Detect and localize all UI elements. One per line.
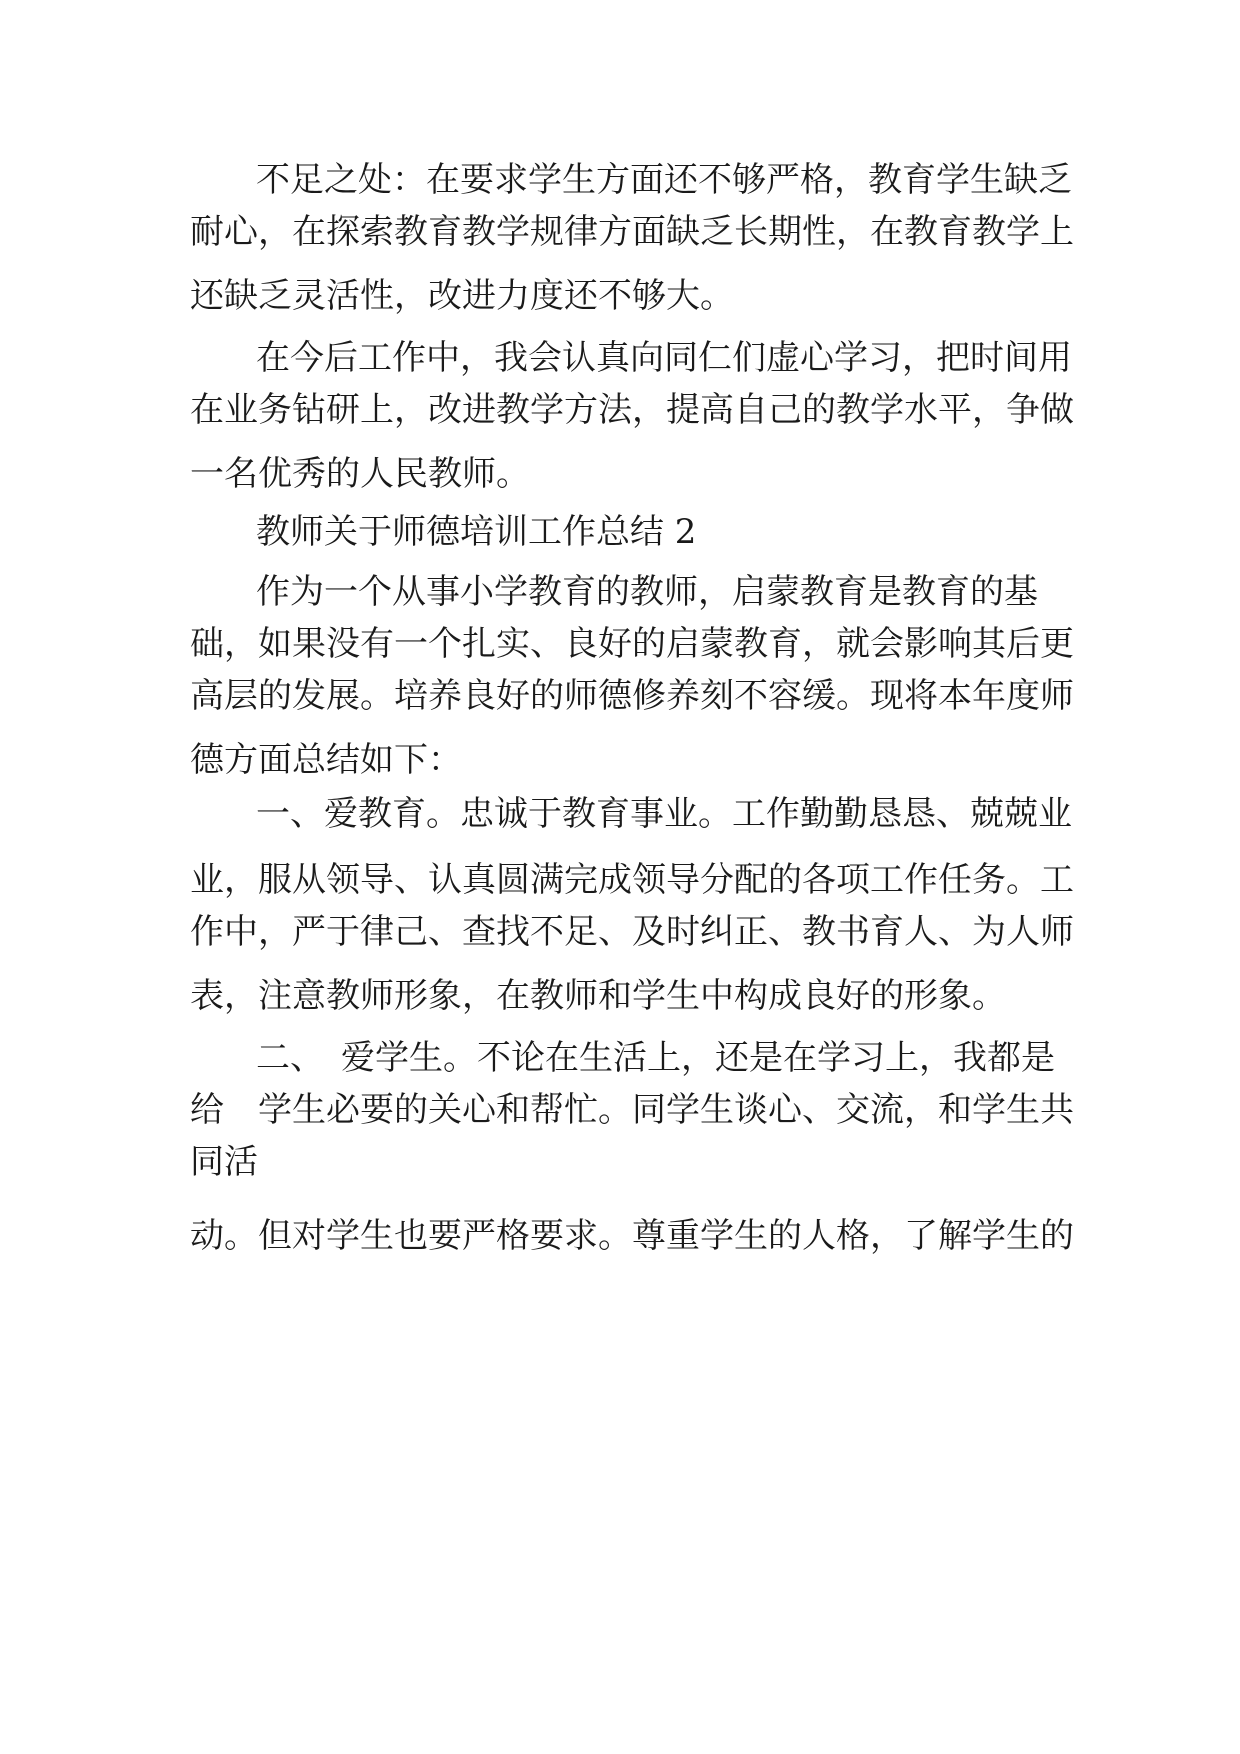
text-line: 高层的发展。培养良好的师德修养刻不容缓。现将本年度师 xyxy=(190,676,1074,716)
text-line: 在今后工作中，我会认真向同仁们虚心学习，把时间用 xyxy=(256,338,1072,378)
text-line: 业，服从领导、认真圆满完成领导分配的各项工作任务。工 xyxy=(190,860,1074,900)
text-line: 还缺乏灵活性，改进力度还不够大。 xyxy=(190,276,734,316)
text-line: 础，如果没有一个扎实、良好的启蒙教育，就会影响其后更 xyxy=(190,624,1074,664)
text-line: 在业务钻研上，改进教学方法，提高自己的教学水平，争做 xyxy=(190,390,1074,430)
text-line: 德方面总结如下： xyxy=(190,740,462,780)
text-line: 作中，严于律己、查找不足、及时纠正、教书育人、为人师 xyxy=(190,912,1074,952)
section-heading: 教师关于师德培训工作总结 2 xyxy=(256,512,697,552)
text-line: 同活 xyxy=(190,1142,258,1182)
text-line: 不足之处：在要求学生方面还不够严格，教育学生缺乏 xyxy=(256,160,1072,200)
text-line: 一名优秀的人民教师。 xyxy=(190,454,530,494)
text-line: 表，注意教师形象，在教师和学生中构成良好的形象。 xyxy=(190,976,1006,1016)
text-line: 耐心，在探索教育教学规律方面缺乏长期性，在教育教学上 xyxy=(190,212,1074,252)
text-line: 作为一个从事小学教育的教师，启蒙教育是教育的基 xyxy=(256,572,1038,612)
text-line: 一、爱教育。忠诚于教育事业。工作勤勤恳恳、兢兢业 xyxy=(256,794,1072,834)
text-line: 二、 爱学生。不论在生活上，还是在学习上，我都是 xyxy=(256,1038,1055,1078)
text-line: 给 学生必要的关心和帮忙。同学生谈心、交流，和学生共 xyxy=(190,1090,1074,1130)
text-line: 动。但对学生也要严格要求。尊重学生的人格，了解学生的 xyxy=(190,1216,1074,1256)
